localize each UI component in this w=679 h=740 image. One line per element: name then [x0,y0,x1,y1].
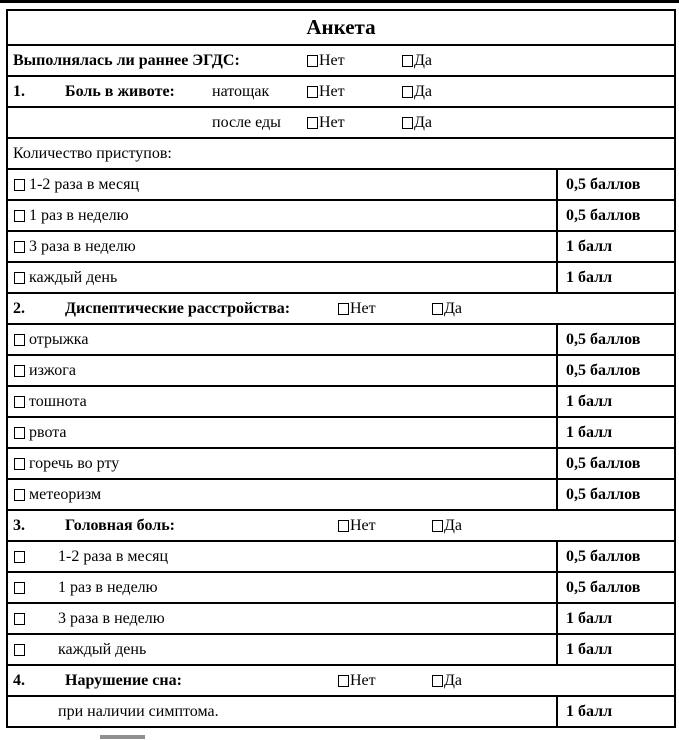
score-cell [556,170,674,199]
question-label: Нарушение сна: [65,671,182,689]
question-row [8,75,674,106]
option-checkbox[interactable] [14,582,25,594]
option-row [8,602,674,633]
checkbox-yes[interactable] [402,52,432,70]
question-row [8,292,674,323]
score-cell [556,201,674,230]
option-label: рвота [29,423,67,441]
score-cell [556,263,674,292]
score-value: 0,5 баллов [566,330,641,348]
option-row [8,633,674,664]
checkbox-yes-label: Да [414,51,433,69]
checkbox-icon [338,303,349,315]
checkbox-no-label: Нет [350,299,376,317]
option-label: тошнота [29,392,87,410]
checkbox-no[interactable] [338,672,376,690]
checkbox-yes[interactable] [432,300,462,318]
option-label: каждый день [29,268,118,286]
score-cell [556,573,674,602]
score-value: 0,5 баллов [566,206,641,224]
option-checkbox[interactable] [14,210,25,222]
checkbox-no-label: Нет [319,51,345,69]
option-checkbox[interactable] [14,365,25,377]
question-label: Боль в животе: [65,82,175,100]
checkbox-no[interactable] [338,300,376,318]
option-checkbox[interactable] [14,396,25,408]
score-cell [556,480,674,509]
question-row [8,106,674,137]
option-row [8,261,674,292]
option-checkbox[interactable] [14,458,25,470]
form-title-row [8,11,674,44]
option-label: изжога [29,361,76,379]
score-cell [556,325,674,354]
option-label: 1 раз в неделю [29,206,129,224]
checkbox-yes[interactable] [432,672,462,690]
question-label: Выполнялась ли раннее ЭГДС: [13,51,240,69]
question-row [8,44,674,75]
question-number: 3. [13,516,25,534]
checkbox-icon [432,303,443,315]
checkbox-icon [338,520,349,532]
option-checkbox[interactable] [14,241,25,253]
option-row [8,447,674,478]
option-checkbox[interactable] [14,613,25,625]
checkbox-yes-label: Да [444,516,463,534]
score-value: 0,5 баллов [566,175,641,193]
score-value: 1 балл [566,392,613,410]
checkbox-yes-label: Да [444,671,463,689]
option-checkbox[interactable] [14,427,25,439]
checkbox-yes-label: Да [444,299,463,317]
option-checkbox[interactable] [14,489,25,501]
checkbox-yes[interactable] [402,83,432,101]
score-cell [556,418,674,447]
note-label: при наличии симптома. [58,702,219,720]
question-row [8,664,674,695]
option-row [8,230,674,261]
score-value: 0,5 баллов [566,485,641,503]
option-row [8,385,674,416]
score-cell [556,604,674,633]
question-row [8,509,674,540]
question-sublabel: натощак [212,82,270,100]
checkbox-yes[interactable] [432,517,462,535]
question-label: Диспептические расстройства: [65,299,291,317]
score-cell [556,232,674,261]
score-value: 0,5 баллов [566,547,641,565]
option-checkbox[interactable] [14,551,25,563]
option-label: каждый день [58,640,147,658]
option-row [8,168,674,199]
checkbox-icon [338,675,349,687]
checkbox-icon [307,117,318,129]
option-label: 3 раза в неделю [58,609,165,627]
cutoff-checkbox [100,735,145,739]
checkbox-yes-label: Да [414,82,433,100]
score-value: 1 балл [566,702,613,720]
option-label: метеоризм [29,485,102,503]
score-cell [556,387,674,416]
question-sublabel: после еды [212,113,281,131]
score-value: 1 балл [566,609,613,627]
score-cell [556,635,674,664]
option-row [8,416,674,447]
note-row [8,695,674,726]
form-title: Анкета [306,15,376,39]
option-checkbox[interactable] [14,179,25,191]
score-cell [556,356,674,385]
option-label: отрыжка [29,330,89,348]
option-row [8,199,674,230]
option-label: 1-2 раза в месяц [29,175,140,193]
score-value: 1 балл [566,640,613,658]
checkbox-icon [402,117,413,129]
checkbox-icon [432,675,443,687]
option-label: 3 раза в неделю [29,237,136,255]
score-value: 0,5 баллов [566,578,641,596]
questionnaire-table [6,9,676,728]
checkbox-no-label: Нет [319,82,345,100]
option-row [8,571,674,602]
option-checkbox[interactable] [14,272,25,284]
checkbox-no[interactable] [338,517,376,535]
checkbox-icon [307,86,318,98]
option-checkbox[interactable] [14,644,25,656]
option-label: 1 раз в неделю [58,578,158,596]
option-row [8,323,674,354]
question-number: 4. [13,671,25,689]
checkbox-icon [402,55,413,67]
section-label: Количество приступов: [13,144,172,162]
checkbox-no[interactable] [307,114,345,132]
checkbox-icon [402,86,413,98]
score-cell [556,542,674,571]
checkbox-no[interactable] [307,52,345,70]
score-cell [556,449,674,478]
option-label: горечь во рту [29,454,120,472]
option-label: 1-2 раза в месяц [58,547,169,565]
question-label: Головная боль: [65,516,175,534]
question-number: 2. [13,299,25,317]
score-value: 0,5 баллов [566,454,641,472]
checkbox-icon [307,55,318,67]
checkbox-yes[interactable] [402,114,432,132]
checkbox-no-label: Нет [319,113,345,131]
option-row [8,354,674,385]
score-cell [556,697,674,726]
checkbox-yes-label: Да [414,113,433,131]
score-value: 1 балл [566,268,613,286]
checkbox-no-label: Нет [350,516,376,534]
option-row [8,540,674,571]
score-value: 1 балл [566,423,613,441]
option-row [8,478,674,509]
checkbox-no-label: Нет [350,671,376,689]
score-value: 1 балл [566,237,613,255]
section-label-row [8,137,674,168]
checkbox-icon [432,520,443,532]
option-checkbox[interactable] [14,334,25,346]
page-top-cutoff-line [0,0,679,3]
score-value: 0,5 баллов [566,361,641,379]
question-number: 1. [13,82,25,100]
checkbox-no[interactable] [307,83,345,101]
